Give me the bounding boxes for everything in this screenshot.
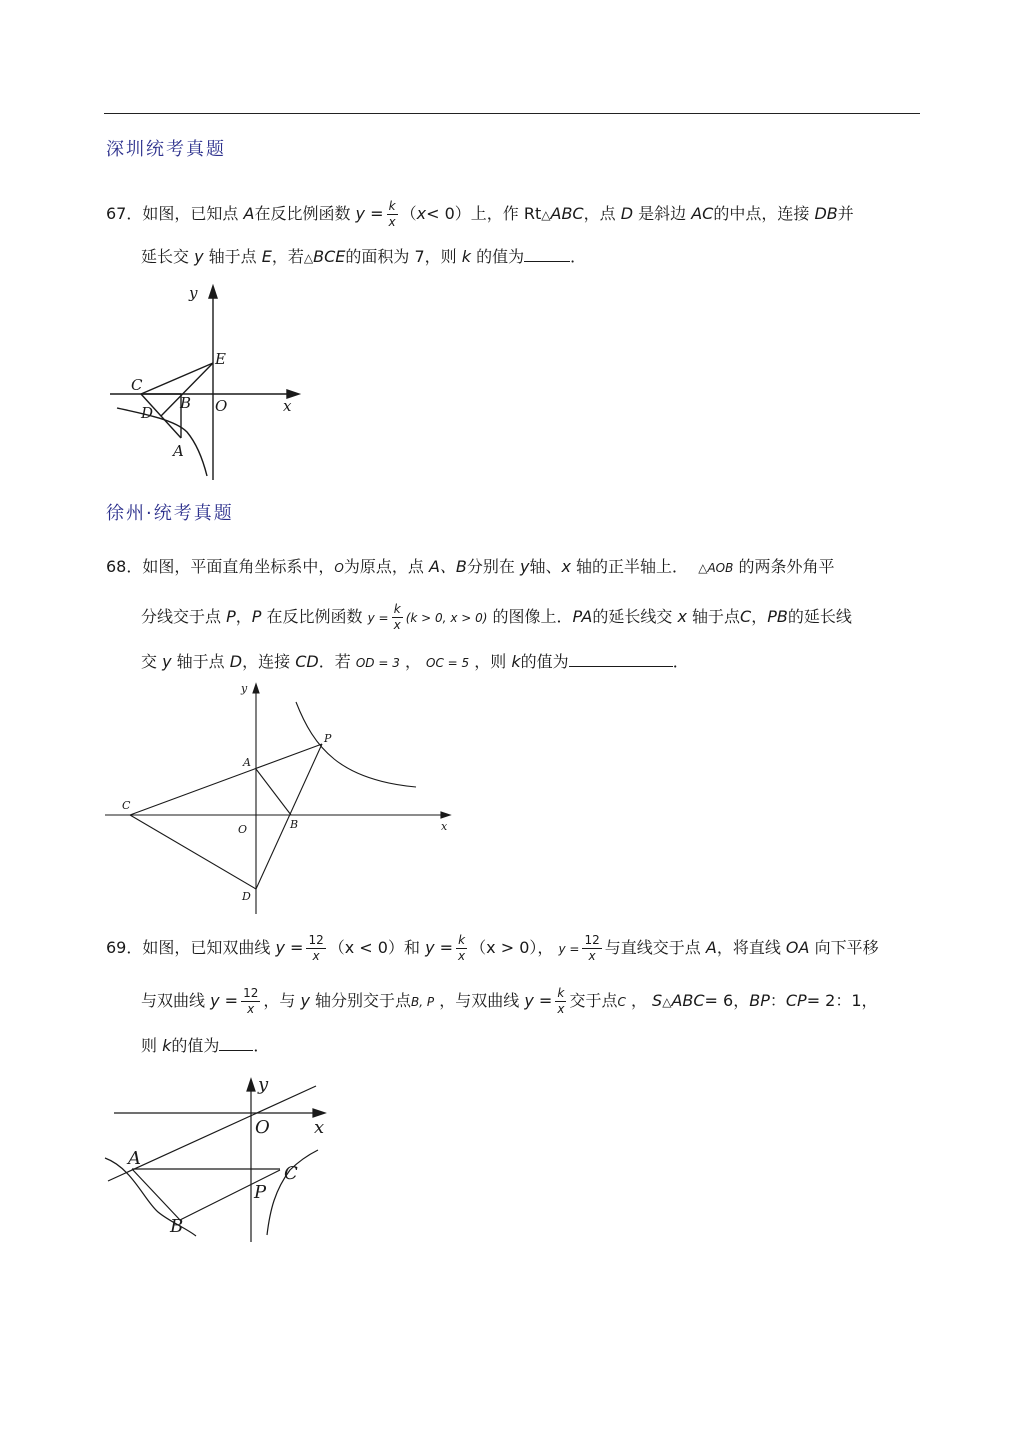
segment-cp [130, 744, 322, 815]
fraction-numerator: 12 [584, 933, 600, 947]
q68-text: 分别在 [466, 557, 515, 576]
q67-line-2 [141, 245, 586, 269]
fraction-numerator: k [458, 933, 466, 947]
label-b: B [170, 1216, 184, 1237]
q68-var: CD [295, 652, 319, 671]
label-e: E [215, 350, 226, 368]
q69-var: A [705, 938, 717, 957]
q67-text: ，点 [583, 204, 616, 223]
fraction-denominator: x [388, 215, 396, 229]
answer-blank[interactable] [219, 1034, 253, 1051]
q69-var: OA [785, 938, 810, 957]
q67-text: 的面积为 7，则 [345, 247, 457, 266]
q68-function: y = [367, 611, 389, 625]
label-b: B [290, 818, 299, 831]
q68-var: y [162, 652, 172, 671]
q69-line-1 [106, 934, 879, 963]
q68-text: 的值为 [520, 652, 569, 671]
q69-condition: （x < 0） [328, 938, 404, 957]
label-y: y [189, 284, 198, 302]
q69-var: CP [785, 991, 807, 1010]
segment-pd [256, 744, 322, 889]
section-heading-xuzhou: 徐州·统考真题 [106, 503, 234, 524]
q67-line-1 [106, 200, 854, 229]
triangle-symbol: △ [698, 561, 708, 575]
q67-var: E [261, 247, 272, 266]
label-a: A [173, 442, 184, 460]
q67-var: y [194, 247, 204, 266]
q67-text: 是斜边 [638, 204, 687, 223]
q68-text: ，连接 [242, 652, 291, 671]
q69-text: ，与 [263, 991, 296, 1010]
q69-text: 则 [141, 1036, 158, 1055]
segment-ab [132, 1169, 180, 1220]
q69-text: 的值为 [171, 1036, 220, 1055]
q69-var: S [652, 991, 663, 1010]
q69-text: 和 [403, 938, 420, 957]
q68-text: 交 [141, 652, 158, 671]
q69-var: y [300, 991, 310, 1010]
q68-given: OC = 5 [426, 656, 470, 670]
q68-line-3 [141, 650, 689, 674]
label-c: C [131, 376, 143, 394]
q69-figure [100, 1070, 340, 1250]
fraction-denominator: x [306, 948, 325, 963]
q69-text: 与直线交于点 [604, 938, 701, 957]
q68-text: ． [672, 652, 689, 671]
q67-text: 轴于点 [208, 247, 257, 266]
q68-figure [100, 678, 460, 918]
label-a: A [128, 1148, 141, 1169]
q67-var: D [620, 204, 634, 223]
q67-var: DB [814, 204, 838, 223]
q68-text: ， [404, 652, 421, 671]
triangle-symbol: △ [303, 251, 314, 265]
q69-line-2 [141, 987, 878, 1016]
q67-figure [105, 280, 305, 485]
q68-var: D [229, 652, 243, 671]
label-y: y [258, 1074, 269, 1095]
q69-text: 向下平移 [814, 938, 879, 957]
q69-fraction [582, 934, 601, 963]
fraction-denominator: x [582, 948, 601, 963]
fraction-numerator: k [388, 199, 396, 213]
q69-var: k [162, 1036, 172, 1055]
q69-fraction [306, 934, 325, 963]
q68-text: ．若 [318, 652, 351, 671]
fraction-numerator: k [393, 602, 401, 616]
y-axis-arrow [253, 684, 259, 693]
q69-function: y = [425, 938, 454, 957]
q68-text: ，则 [474, 652, 507, 671]
q69-text: ，将直线 [716, 938, 781, 957]
q69-var: B, P [411, 995, 435, 1009]
q69-function: y = [210, 991, 239, 1010]
triangle-symbol: △ [541, 208, 551, 222]
q67-var: x [416, 204, 427, 223]
section-heading-shenzhen: 深圳统考真题 [106, 139, 226, 160]
x-axis-arrow [441, 812, 450, 818]
hyperbola-branch [296, 702, 416, 787]
label-o: O [255, 1117, 270, 1138]
y-axis-arrow [209, 286, 217, 298]
q68-line-2 [141, 603, 852, 632]
q69-text: 如图，已知双曲线 [142, 938, 271, 957]
q68-var: x [561, 557, 571, 576]
q68-line-1 [106, 556, 834, 579]
segment-ce [141, 363, 213, 394]
q69-number: 69． [106, 938, 143, 957]
q69-text: ： [769, 991, 786, 1010]
q69-var: BP [749, 991, 770, 1010]
hyperbola-branch [117, 408, 207, 476]
q67-text: 并 [837, 204, 854, 223]
q68-text: 轴于点 [692, 607, 741, 626]
q68-text: 轴、 [529, 557, 562, 576]
fraction-denominator: x [458, 949, 466, 963]
q68-var: P [226, 607, 236, 626]
q69-text: 与双曲线 [141, 991, 206, 1010]
q68-var: O [334, 561, 344, 575]
fraction-denominator: x [557, 1002, 565, 1016]
fraction-denominator: x [393, 618, 401, 632]
q67-var: ABC [550, 204, 584, 223]
q68-text: ， [235, 607, 252, 626]
q68-text: 的两条外角平 [738, 557, 835, 576]
q67-var: A [243, 204, 255, 223]
q69-text: ． [253, 1036, 270, 1055]
y-axis-arrow [247, 1079, 255, 1091]
q69-line-3 [141, 1034, 269, 1057]
q67-text: 的中点，连接 [713, 204, 810, 223]
q68-var: P [251, 607, 262, 626]
label-d: D [242, 890, 251, 903]
q68-text: ， [751, 607, 768, 626]
q68-text: 的延长线交 [592, 607, 673, 626]
label-y: y [241, 682, 248, 695]
q69-fraction [456, 934, 467, 963]
triangle-symbol: △ [662, 995, 672, 1009]
fraction-numerator: 12 [308, 933, 324, 947]
label-p: P [324, 732, 332, 745]
q67-var: AC [691, 204, 714, 223]
segment-ab [256, 769, 291, 815]
q69-var: ABC [671, 991, 705, 1010]
top-divider [104, 113, 920, 114]
answer-blank[interactable] [524, 245, 570, 262]
q68-var: C [740, 607, 752, 626]
label-c: C [122, 799, 131, 812]
q68-given: OD = 3 [355, 656, 400, 670]
label-x: x [441, 820, 448, 833]
q68-text: 轴于点 [176, 652, 225, 671]
label-c: C [284, 1163, 298, 1184]
q67-var: k [461, 247, 472, 266]
x-axis-arrow [313, 1109, 325, 1117]
q69-text: = 2：1， [806, 991, 878, 1010]
q68-var: PB [767, 607, 788, 626]
q68-text: 的图像上． [492, 607, 573, 626]
fraction-denominator: x [241, 1001, 260, 1016]
q68-text: 为原点，点 [343, 557, 424, 576]
fraction-numerator: 12 [243, 986, 259, 1000]
label-x: x [314, 1117, 325, 1138]
q67-text: ，若 [271, 247, 304, 266]
q68-var: AOB [707, 561, 734, 575]
q69-function: y = [275, 938, 304, 957]
q67-text: 如图，已知点 [142, 204, 239, 223]
label-x: x [283, 397, 292, 415]
q69-fraction [555, 987, 566, 1016]
label-d: D [141, 404, 154, 422]
fraction-numerator: k [557, 986, 565, 1000]
q67-number: 67． [106, 204, 143, 223]
q68-var: k [511, 652, 521, 671]
q67-text: 的值为 [476, 247, 525, 266]
label-a: A [243, 756, 251, 769]
q68-var: y [520, 557, 530, 576]
q69-function: y = [558, 942, 580, 956]
q68-text: 轴的正半轴上． [576, 557, 689, 576]
q68-text: 分线交于点 [141, 607, 222, 626]
q68-fraction [392, 603, 403, 632]
q68-condition: (k > 0, x > 0) [405, 611, 488, 625]
q69-text: 交于点 [569, 991, 618, 1010]
q67-function: y = [355, 204, 384, 223]
label-o: O [215, 397, 228, 415]
label-o: O [238, 823, 248, 836]
q68-var: A、B [428, 557, 467, 576]
label-p: P [254, 1182, 267, 1203]
q67-var: BCE [313, 247, 346, 266]
q67-text: 在反比例函数 [254, 204, 351, 223]
q69-text: ， [630, 991, 647, 1010]
q68-text: 在反比例函数 [266, 607, 363, 626]
q67-text: 延长交 [141, 247, 190, 266]
q67-fraction [387, 200, 398, 229]
label-b: B [180, 394, 192, 412]
q67-text: < 0）上，作 Rt [426, 204, 542, 223]
q67-text: ． [570, 247, 587, 266]
q68-number: 68． [106, 557, 143, 576]
q68-var: x [677, 607, 687, 626]
q69-text: 轴分别交于点 [315, 991, 412, 1010]
q68-text: 的延长线 [787, 607, 852, 626]
q68-var: PA [572, 607, 593, 626]
answer-blank[interactable] [569, 650, 673, 667]
q69-text: = 6， [704, 991, 750, 1010]
q67-text: （ [400, 204, 417, 223]
q69-fraction [241, 987, 260, 1016]
q69-var: C [617, 995, 626, 1009]
q69-function: y = [524, 991, 553, 1010]
q69-condition: （x > 0）， [470, 938, 554, 957]
q69-text: ，与双曲线 [439, 991, 520, 1010]
q68-text: 如图，平面直角坐标系中， [142, 557, 335, 576]
